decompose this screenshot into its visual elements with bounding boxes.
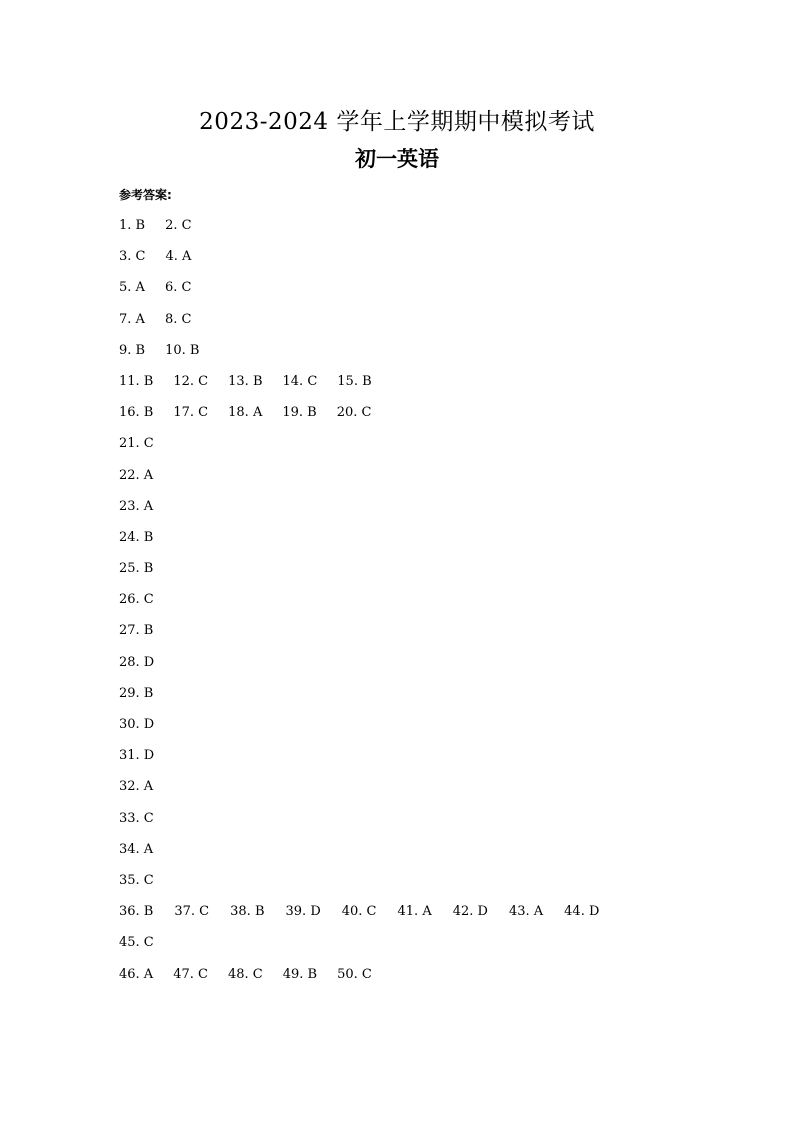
page-subtitle: 初一英语 (355, 147, 439, 171)
answer-item: 42. D (452, 904, 488, 920)
answer-item: 24. B (119, 529, 154, 545)
answer-item: 27. B (119, 623, 154, 639)
answer-item: 5. A (119, 280, 145, 296)
answer-item: 43. A (508, 904, 544, 920)
answer-item: 4. A (165, 249, 192, 265)
answer-item: 26. C (119, 592, 154, 608)
answer-row (119, 777, 739, 808)
answer-item: 1. B (119, 218, 146, 233)
answer-item: 47. C (173, 966, 208, 982)
answer-item: 23. A (119, 498, 154, 514)
answer-row (119, 216, 739, 247)
answer-row (119, 590, 739, 621)
answer-item: 10. B (165, 342, 200, 358)
answer-item: 50. C (337, 966, 372, 982)
answer-item: 11. B (119, 373, 154, 389)
answer-item: 13. B (228, 373, 263, 389)
answer-row (119, 434, 739, 465)
answer-item: 46. A (119, 966, 154, 982)
answer-item: 12. C (173, 373, 209, 389)
answer-item: 7. A (119, 311, 145, 327)
answer-item: 44. D (564, 904, 600, 920)
answer-row (119, 372, 739, 403)
answer-item: 41. A (397, 904, 432, 920)
answer-item: 2. C (165, 218, 192, 233)
answer-item: 45. C (119, 935, 154, 951)
answers-label: 参考答案: (119, 188, 172, 202)
answer-item: 17. C (173, 405, 209, 421)
answer-item: 36. B (119, 904, 154, 920)
answer-item: 31. D (119, 748, 155, 764)
answer-item: 9. B (119, 342, 146, 358)
answer-row (119, 715, 739, 746)
answer-row (119, 746, 739, 777)
answer-item: 3. C (119, 249, 146, 265)
answer-item: 29. B (119, 685, 154, 701)
answer-row (119, 497, 739, 528)
answer-item: 33. C (119, 810, 154, 826)
answer-item: 48. C (227, 966, 263, 982)
answer-item: 28. D (119, 654, 155, 670)
answer-item: 18. A (228, 405, 263, 421)
answer-row (119, 621, 739, 652)
answer-item: 16. B (119, 405, 154, 421)
answer-row (119, 840, 739, 871)
answer-item: 8. C (164, 311, 192, 327)
answer-row (119, 933, 739, 964)
answer-item: 39. D (285, 904, 321, 920)
answer-item: 35. C (119, 872, 154, 888)
answer-row (119, 559, 739, 590)
answer-item: 30. D (119, 717, 155, 732)
answer-item: 25. B (119, 561, 154, 577)
answer-row (119, 466, 739, 497)
answer-row (119, 247, 739, 278)
answer-item: 21. C (119, 436, 154, 452)
answer-item: 14. C (282, 373, 318, 389)
answer-item: 49. B (282, 966, 318, 982)
answers-list (119, 216, 739, 996)
answer-item: 19. B (282, 405, 317, 421)
answer-row (119, 965, 739, 996)
answer-row (119, 653, 739, 684)
answer-row (119, 809, 739, 840)
answer-item: 40. C (341, 904, 377, 920)
answer-row (119, 310, 739, 341)
answer-item: 34. A (119, 841, 154, 857)
answer-item: 20. C (336, 405, 372, 421)
answer-item: 32. A (119, 779, 154, 795)
answer-row (119, 871, 739, 902)
answer-item: 6. C (164, 280, 192, 296)
answer-row (119, 528, 739, 559)
answer-row (119, 341, 739, 372)
answer-row (119, 902, 739, 933)
page-title: 2023-2024 学年上学期期中模拟考试 (199, 109, 595, 135)
answer-item: 22. A (119, 467, 154, 483)
answer-item: 37. C (174, 904, 210, 920)
answer-row (119, 684, 739, 715)
answer-item: 38. B (230, 904, 265, 920)
answer-row (119, 403, 739, 434)
answer-item: 15. B (337, 373, 372, 389)
answer-row (119, 278, 739, 309)
